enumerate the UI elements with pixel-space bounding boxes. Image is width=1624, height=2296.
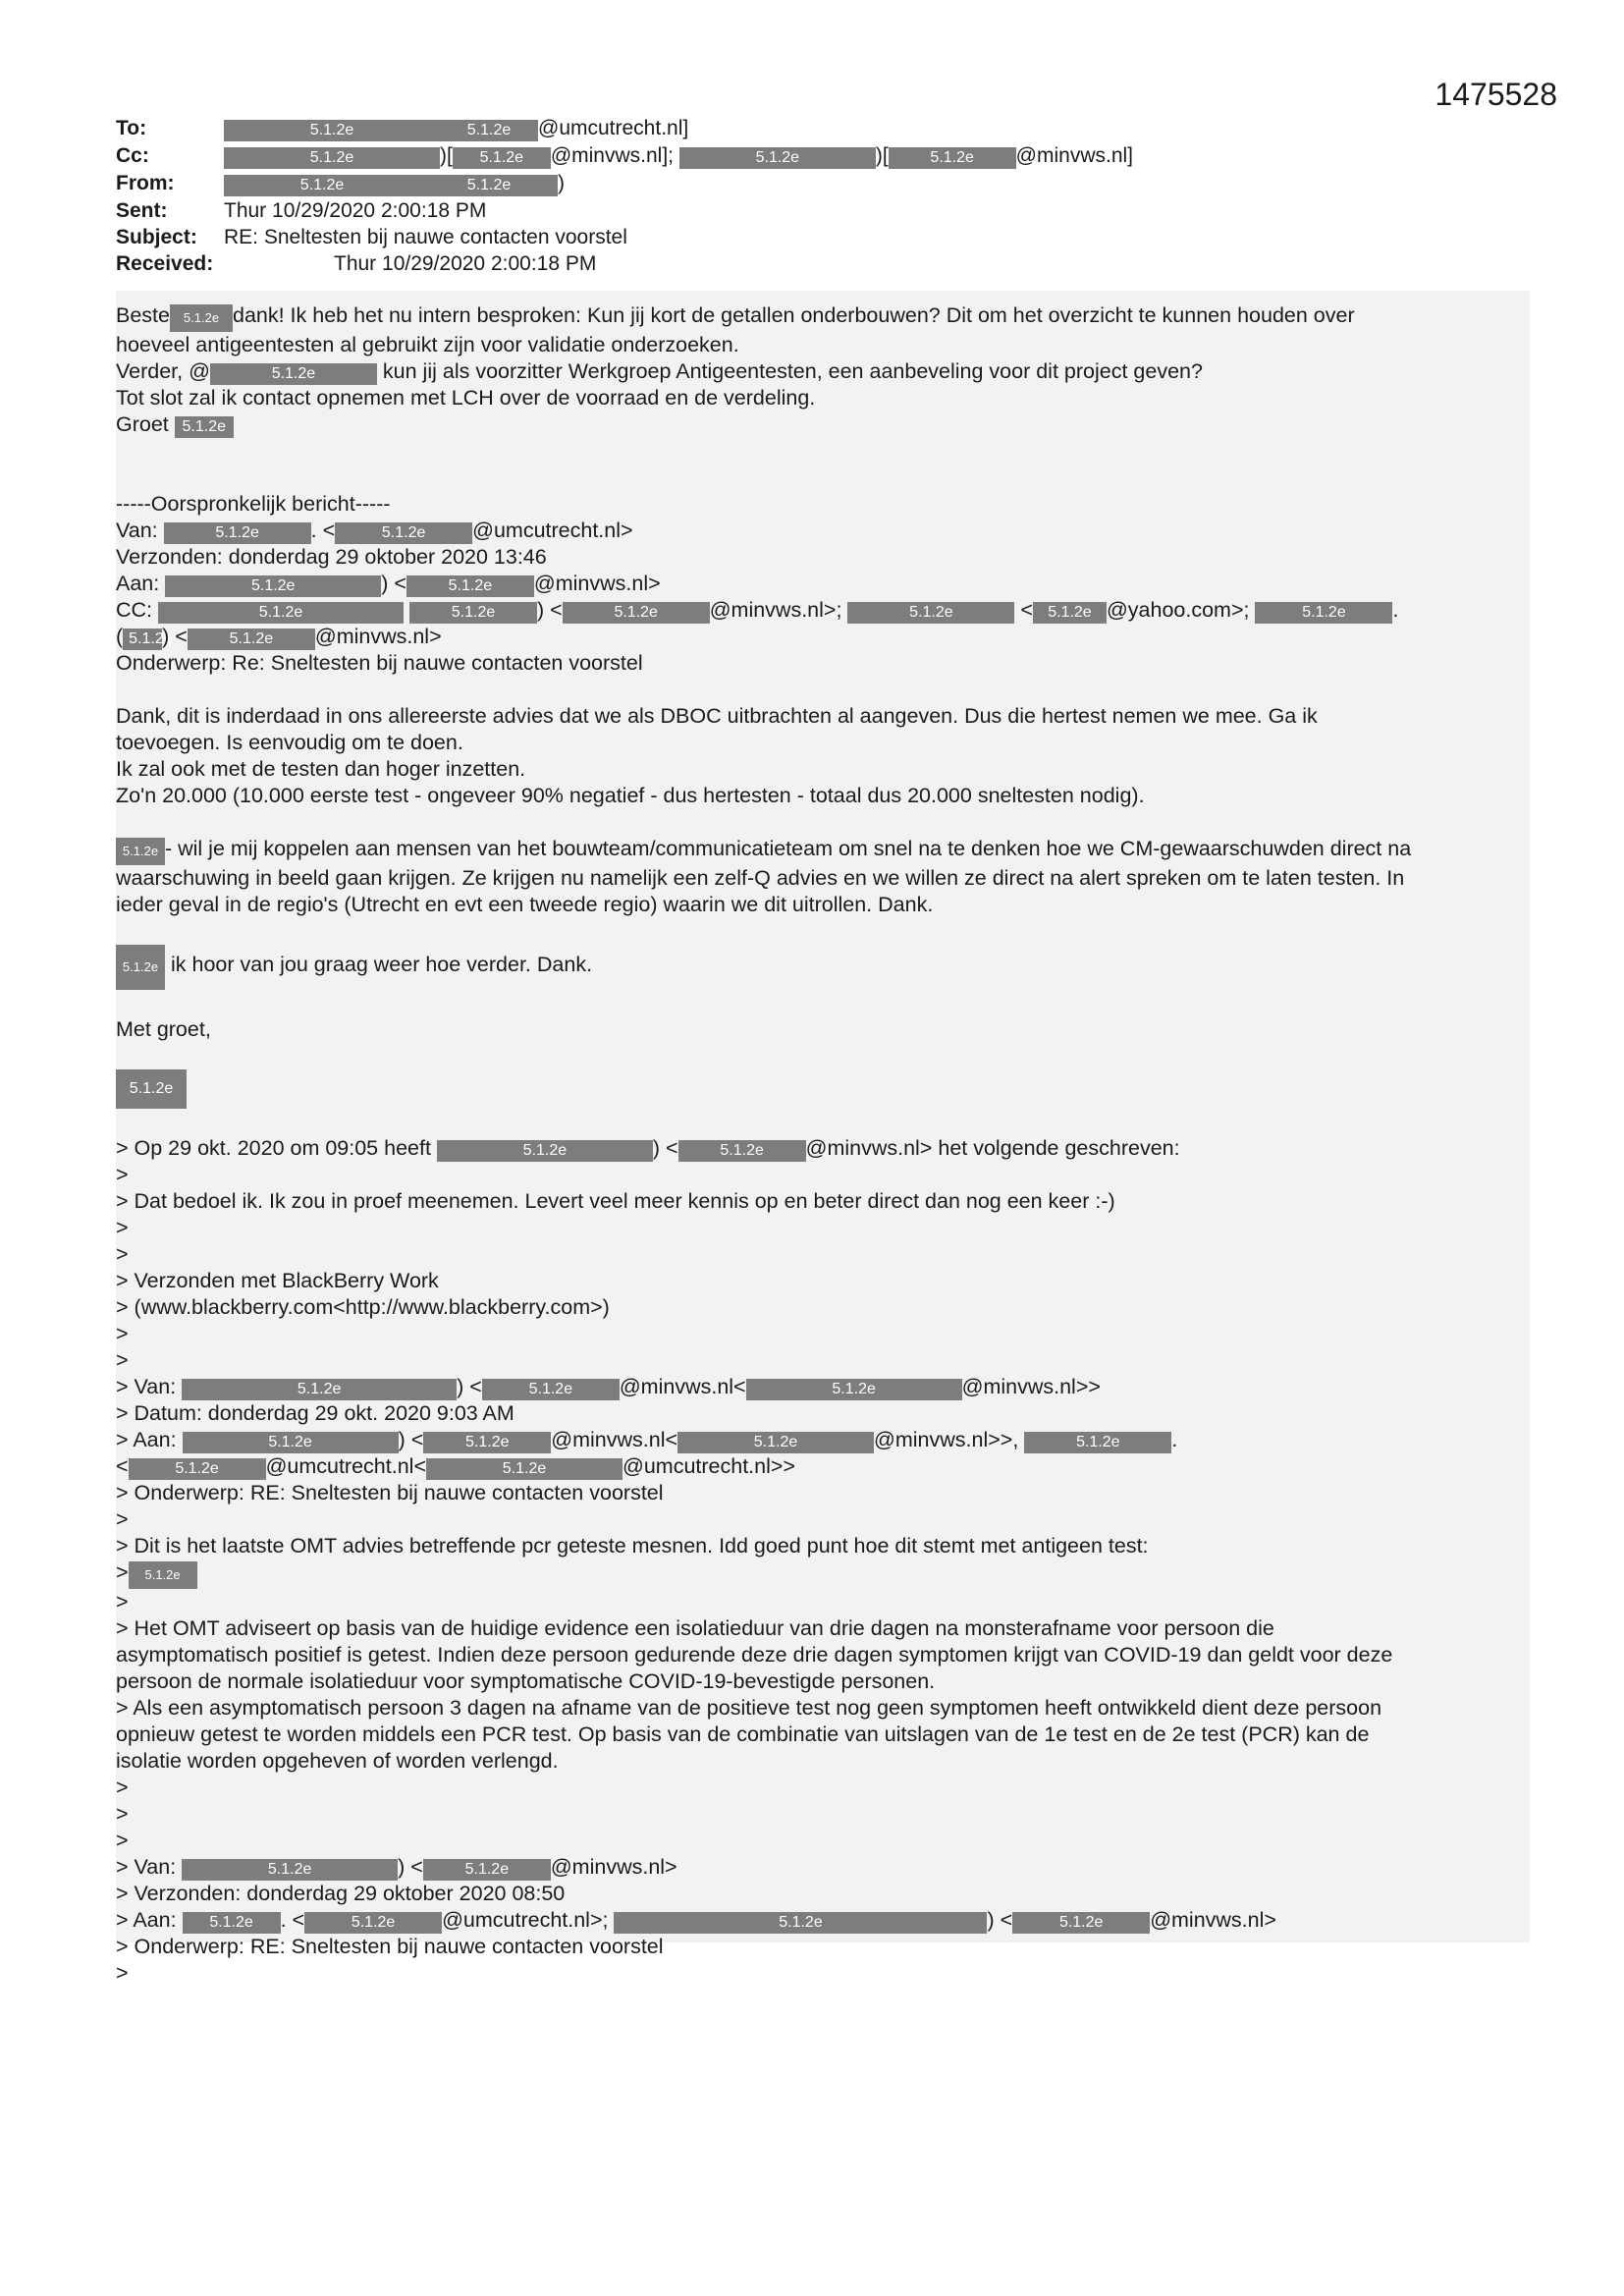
- redaction: 5.1.2e: [678, 1140, 806, 1162]
- redaction: 5.1.2e: [420, 175, 558, 196]
- redaction: 5.1.2e: [563, 602, 710, 624]
- quoted-message-3: > Van: 5.1.2e ) < 5.1.2e @minvws.nl> > Verzonden: donderdag 29 oktober 2020 08:50 > Aan: 5.1.2e . < 5.1.2e @umcutrecht.nl>; 5.1.2e ) < 5.1.2e @minvws.nl> > Onderwerp: RE: Sneltesten bij nauwe contacten voorstel >: [116, 1855, 1276, 1985]
- received-label: Received:: [116, 252, 214, 275]
- redaction: 5.1.2e: [1033, 602, 1107, 624]
- redaction: 5.1.2e: [224, 175, 420, 196]
- redaction: 5.1.2e: [437, 1140, 653, 1162]
- redaction: 5.1.2e: [746, 1379, 962, 1400]
- reply-message: Beste 5.1.2e dank! Ik heb het nu intern besproken: Kun jij kort de getallen onderbouwen? Dit om het overzicht te kunnen houden over hoeveel antigeentesten al gebruikt zijn voor validatie onderzoeken. Verder, @ 5.1.2e kun jij als voorzitter Werkgroep Antigeentesten, een aanbeveling voor dit project geven? Tot slot zal ik contact opnemen met LCH over de voorraad en de verdeling. Groet 5.1.2e: [116, 303, 1355, 436]
- redaction: 5.1.2e: [182, 1859, 398, 1881]
- redaction: 5.1.2e: [482, 1379, 620, 1400]
- original-message: -----Oorspronkelijk bericht----- Van: 5.1.2e . < 5.1.2e @umcutrecht.nl> Verzonden: donderdag 29 oktober 2020 13:46 Aan: 5.1.2e ) < 5.1.2e @minvws.nl> CC: 5.1.2e 5.1.2e ) < 5.1.2e @minvws.nl>; 5.1.2e < 5.1.2e @yahoo.com>; 5.1.2e . ( 5.1.2e) < 5.1.2e @minvws.nl> Onderwerp: Re: Sneltesten bij nauwe contacten voorstel Dank, dit is inderdaad in ons allereerste advies dat we als DBOC uitbrachten al aangeven. Dus die hertest nemen we mee. Ga ik toevoegen. Is eenvoudig om te doen. Ik zal ook met de testen dan hoger inzetten. Zo'n 20.000 (10.000 eerste test - ongeveer 90% negatief - dus hertesten - totaal dus 20.000 sneltesten nodig). 5.1.2e - wil je mij koppelen aan mensen van het bouwteam/communicatieteam om snel na te denken hoe we CM-gewaarschuwden direct na waarschuwing in beeld gaan krijgen. Ze krijgen nu namelijk een zelf-Q advies en we willen ze direct na alert spreken om te laten testen. In ieder geval in de regio's (Utrecht en evt een tweede regio) waarin we dit uitrollen. Dank. 5.1.2e ik hoor van jou graag weer hoe verder. Dank. Met groet, 5.1.2e: [116, 491, 1530, 1135]
- document-id: 1475528: [1435, 77, 1557, 112]
- redaction: 5.1.2e: [116, 838, 165, 865]
- redaction: 5.1.2e: [847, 602, 1014, 624]
- redaction: 5.1.2e: [170, 304, 233, 332]
- redaction: 5.1.2e: [182, 1379, 457, 1400]
- redaction: 5.1.2e: [165, 575, 381, 597]
- from-label: From:: [116, 172, 175, 194]
- quoted-message-1: > Op 29 okt. 2020 om 09:05 heeft 5.1.2e ) < 5.1.2e @minvws.nl> het volgende geschreven: > > Dat bedoel ik. Ik zou in proef meenemen. Levert veel meer kennis op en beter direct dan nog een keer :-) > > > Verzonden met BlackBerry Work > (www.blackberry.com<http://www.blackberry.com>) > >: [116, 1136, 1180, 1372]
- redaction: 5.1.2e: [129, 1561, 197, 1589]
- redaction: 5.1.2e: [164, 522, 311, 544]
- subject-label: Subject:: [116, 226, 197, 248]
- redaction: 5.1.2e: [188, 629, 315, 650]
- redaction: 5.1.2e: [440, 120, 538, 141]
- to-label: To:: [116, 117, 147, 139]
- redaction: 5.1.2e: [304, 1912, 442, 1934]
- cc-value: 5.1.2e )[ 5.1.2e @minvws.nl]; 5.1.2e )[ 5.1.2e @minvws.nl]: [224, 143, 1530, 169]
- sent-value: Thur 10/29/2020 2:00:18 PM: [224, 199, 487, 222]
- redaction: 5.1.2e: [677, 1432, 874, 1453]
- redaction: 5.1.2e: [423, 1432, 551, 1453]
- message-content: [116, 302, 1530, 1987]
- to-value: 5.1.2e 5.1.2e @umcutrecht.nl]: [224, 116, 1530, 141]
- redaction: 5.1.2e: [129, 1458, 266, 1480]
- redaction: 5.1.2e: [889, 147, 1016, 169]
- email-header: [116, 116, 1530, 276]
- redaction: 5.1.2e: [224, 147, 440, 169]
- redaction: 5.1.2e: [426, 1458, 623, 1480]
- redaction: 5.1.2e: [158, 602, 404, 624]
- redaction: 5.1.2e: [123, 629, 162, 650]
- redaction: 5.1.2e: [679, 147, 876, 169]
- redaction: 5.1.2e: [1255, 602, 1392, 624]
- redaction: 5.1.2e: [183, 1912, 281, 1934]
- redaction: 5.1.2e: [335, 522, 472, 544]
- cc-label: Cc:: [116, 144, 149, 167]
- redaction: 5.1.2e: [423, 1859, 551, 1881]
- received-value: Thur 10/29/2020 2:00:18 PM: [334, 252, 597, 275]
- redaction: 5.1.2e: [116, 1069, 187, 1109]
- redaction: 5.1.2e: [175, 416, 234, 438]
- email-document: [116, 116, 1530, 1987]
- redaction: 5.1.2e: [1024, 1432, 1171, 1453]
- redaction: 5.1.2e: [614, 1912, 987, 1934]
- sent-label: Sent:: [116, 199, 168, 222]
- redaction: 5.1.2e: [1012, 1912, 1150, 1934]
- redaction: 5.1.2e: [409, 602, 537, 624]
- redaction: 5.1.2e: [406, 575, 534, 597]
- redaction: 5.1.2e: [116, 945, 165, 990]
- redaction: 5.1.2e: [183, 1432, 399, 1453]
- redaction: 5.1.2e: [210, 363, 377, 385]
- redaction: 5.1.2e: [453, 147, 551, 169]
- subject-value: RE: Sneltesten bij nauwe contacten voorstel: [224, 226, 627, 248]
- quoted-message-2: > Van: 5.1.2e ) < 5.1.2e @minvws.nl< 5.1.2e @minvws.nl>> > Datum: donderdag 29 okt. 2020 9:03 AM > Aan: 5.1.2e ) < 5.1.2e @minvws.nl< 5.1.2e @minvws.nl>>, 5.1.2e . < 5.1.2e @umcutrecht.nl< 5.1.2e @umcutrecht.nl>> > Onderwerp: RE: Sneltesten bij nauwe contacten voorstel > > Dit is het laatste OMT advies betreffende pcr geteste mesnen. Idd goed punt hoe dit stemt met antigeen test: > 5.1.2e > > Het OMT adviseert op basis van de huidige evidence een isolatieduur van drie dagen na monsterafname voor persoon die asymptomatisch positief is getest. Indien deze persoon gedurende deze drie dagen symptomen krijgt van COVID-19 dan geldt voor deze persoon de normale isolatieduur voor symptomatische COVID-19-bevestigde personen. > Als een asymptomatisch persoon 3 dagen na afname van de positieve test nog geen symptomen heeft ontwikkeld dient deze persoon opnieuw getest te worden middels een PCR test. Op basis van de combinatie van uitslagen van de 1e test en de 2e test (PCR) kan de isolatie worden opgeheven of worden verlengd. > > >: [116, 1375, 1393, 1852]
- redaction: 5.1.2e: [224, 120, 440, 141]
- from-value: 5.1.2e 5.1.2e ): [224, 171, 1530, 196]
